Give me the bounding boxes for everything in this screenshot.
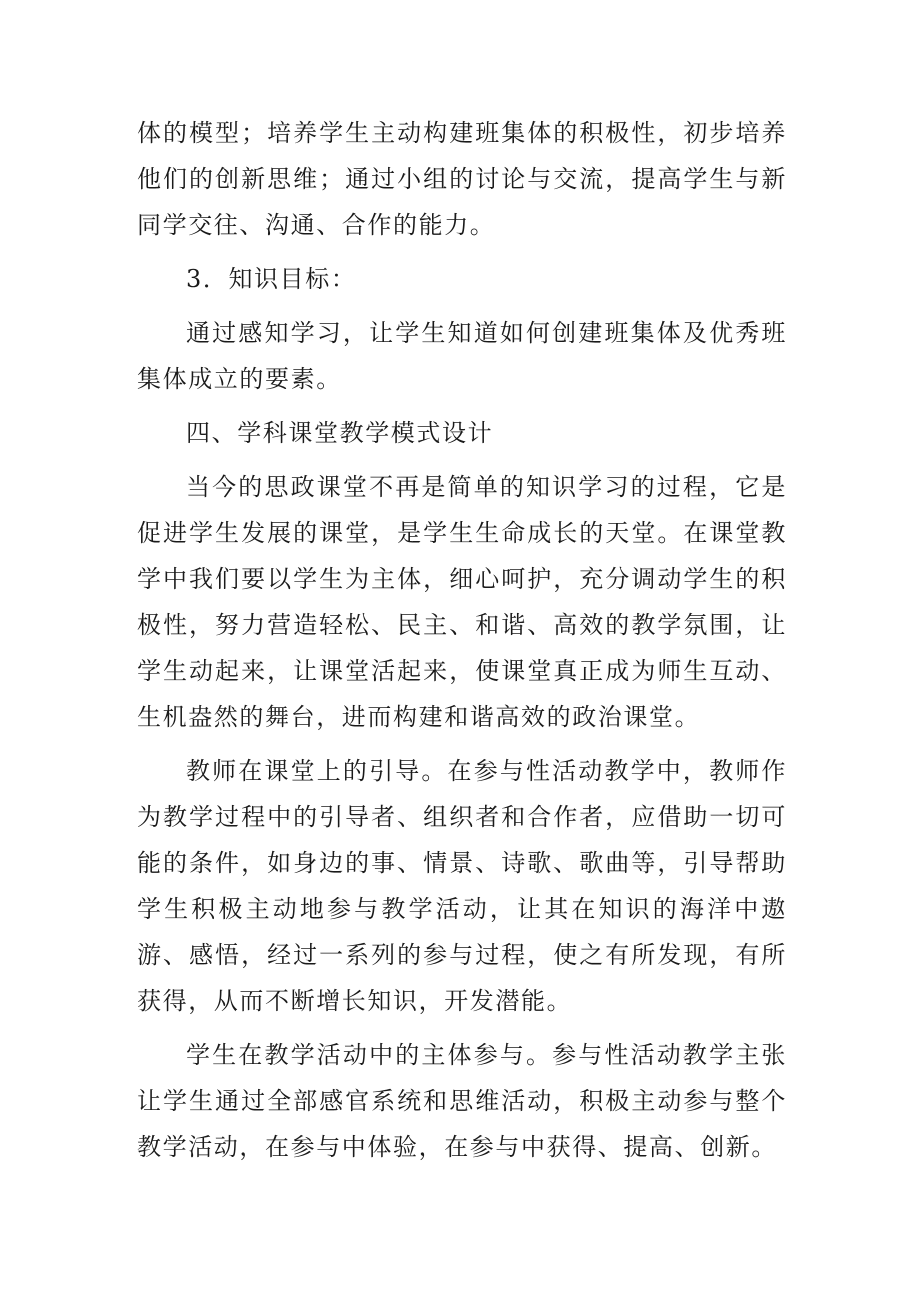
document-body <box>137 110 787 1178</box>
heading-knowledge-goal: 3．知识目标： <box>186 265 357 293</box>
heading-section-four: 四、学科课堂教学模式设计 <box>186 419 494 447</box>
paragraph-goals-continued: 体的模型；培养学生主动构建班集体的积极性，初步培养他们的创新思维；通过小组的讨论与交流，提高学生与新同学交往、沟通、合作的能力。 <box>137 119 787 239</box>
paragraph-classroom-today: 当今的思政课堂不再是简单的知识学习的过程，它是促进学生发展的课堂，是学生生命成长的天堂。在课堂教学中我们要以学生为主体，细心呵护，充分调动学生的积极性，努力营造轻松、民主、和谐、高效的教学氛围，让学生动起来，让课堂活起来，使课堂真正成为师生互动、生机盎然的舞台，进而构建和谐高效的政治课堂。 <box>137 473 787 731</box>
paragraph-student-participation: 学生在教学活动中的主体参与。参与性活动教学主张让学生通过全部感官系统和思维活动，积极主动参与整个教学活动，在参与中体验，在参与中获得、提高、创新。 <box>137 1041 787 1161</box>
paragraph-knowledge-goal: 通过感知学习，让学生知道如何创建班集体及优秀班集体成立的要素。 <box>137 319 787 393</box>
paragraph-teacher-guidance: 教师在课堂上的引导。在参与性活动教学中，教师作为教学过程中的引导者、组织者和合作者，应借助一切可能的条件，如身边的事、情景、诗歌、歌曲等，引导帮助学生积极主动地参与教学活动，让其在知识的海洋中遨游、感悟，经过一系列的参与过程，使之有所发现，有所获得，从而不断增长知识，开发潜能。 <box>137 757 787 1015</box>
